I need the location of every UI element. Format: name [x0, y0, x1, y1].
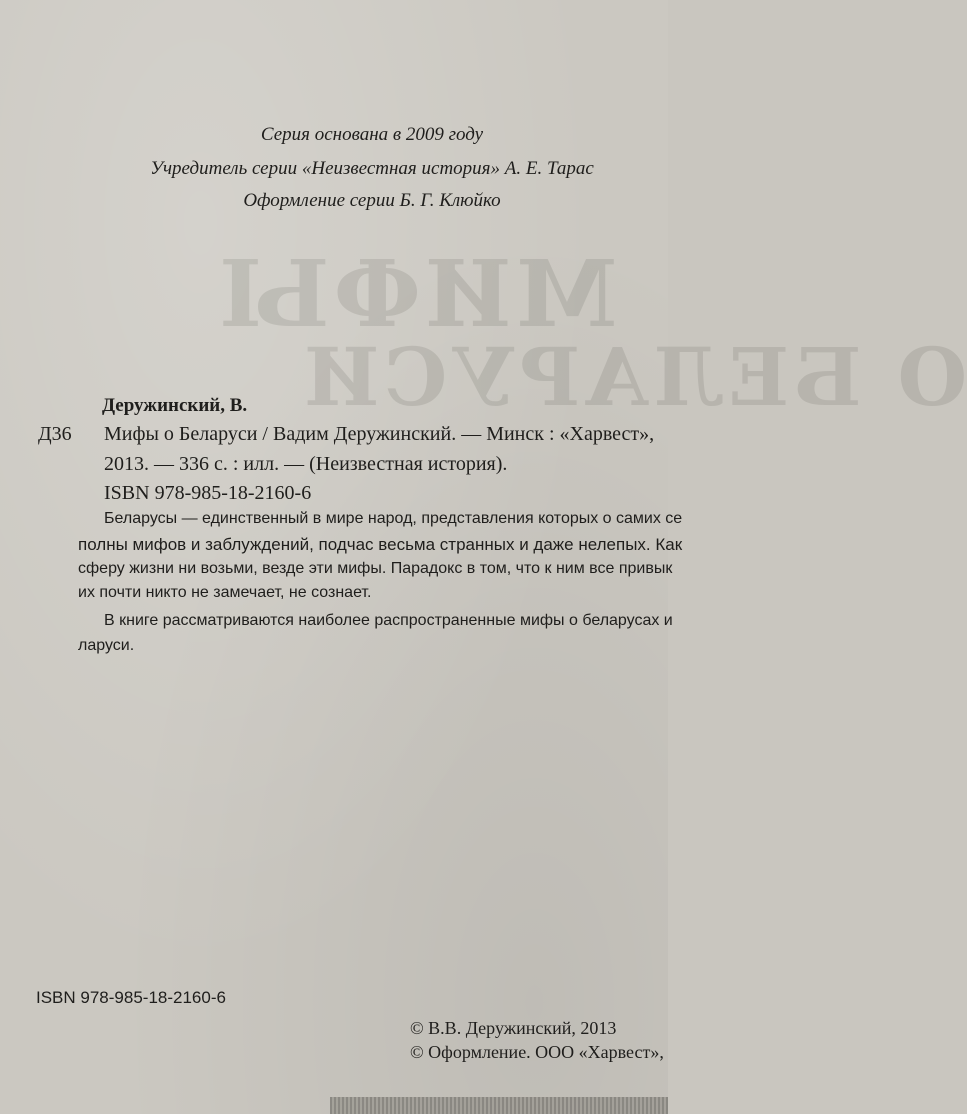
abstract-line: ларуси.	[78, 637, 135, 654]
copyright-design: © Оформление. ООО «Харвест»,	[410, 1042, 664, 1062]
abstract-line: Беларусы — единственный в мире народ, представления которых о самих се	[104, 510, 683, 527]
isbn-line: ISBN 978-985-18-2160-6	[104, 482, 312, 504]
show-through-text: МИФЫ	[215, 240, 618, 348]
footer-isbn: ISBN 978-985-18-2160-6	[36, 988, 226, 1007]
series-founded: Серия основана в 2009 году	[260, 124, 484, 145]
show-through-text: О БЕЛАРУСИ	[300, 330, 967, 424]
author-heading: Деружинский, В.	[102, 395, 248, 416]
publication-details: 2013. — 336 с. : илл. — (Неизвестная история).	[104, 453, 508, 475]
page-edge	[330, 1097, 668, 1114]
copyright-author: © В.В. Деружинский, 2013	[410, 1018, 617, 1038]
series-design: Оформление серии Б. Г. Клюйко	[243, 190, 501, 211]
bibliographic-title: Мифы о Беларуси / Вадим Деружинский. — Минск : «Харвест»,	[104, 423, 655, 445]
catalog-code: Д36	[38, 423, 72, 445]
abstract-line: сферу жизни ни возьми, везде эти мифы. Парадокс в том, что к ним все привык	[78, 560, 673, 577]
abstract-line: В книге рассматриваются наиболее распространенные мифы о беларусах и	[104, 612, 673, 629]
abstract-line: их почти никто не замечает, не сознает.	[78, 584, 372, 601]
series-founder: Учредитель серии «Неизвестная история» А. Е. Тарас	[150, 158, 594, 179]
abstract-line: полны мифов и заблуждений, подчас весьма странных и даже нелепых. Как	[78, 535, 683, 554]
